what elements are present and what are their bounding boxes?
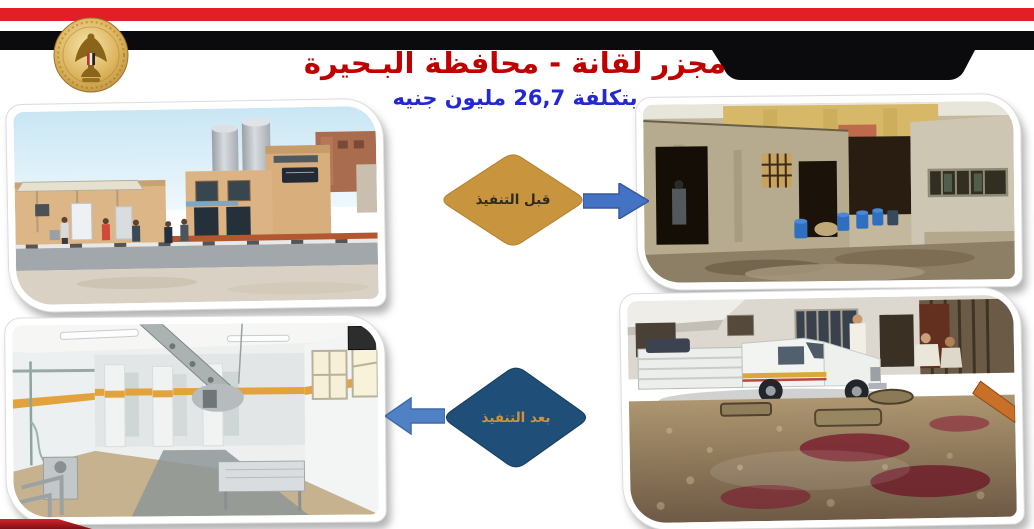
photo-old-street xyxy=(619,287,1025,529)
government-emblem-icon xyxy=(52,16,130,94)
photo-old-street-image xyxy=(627,295,1017,524)
slide-title: مجزر لقانة - محافظة البـحيرة xyxy=(303,46,727,80)
photo-new-interior xyxy=(4,314,387,525)
photo-new-interior-image xyxy=(12,322,379,517)
before-badge xyxy=(433,148,593,252)
arrow-right-icon xyxy=(583,183,649,219)
arrow-left-icon xyxy=(385,396,445,436)
after-badge-label: بعد التنفيذ xyxy=(481,409,551,426)
photo-new-exterior-image xyxy=(13,106,378,305)
slide-subtitle: بتكلفة 26,7 مليون جنيه xyxy=(392,86,638,110)
photo-new-exterior xyxy=(5,98,387,314)
photo-old-courtyard xyxy=(635,93,1023,291)
photo-old-courtyard-image xyxy=(643,101,1015,283)
red-corner-ribbon xyxy=(0,517,92,529)
before-badge-label: قبل التنفيذ xyxy=(475,192,551,208)
after-badge xyxy=(436,360,596,475)
